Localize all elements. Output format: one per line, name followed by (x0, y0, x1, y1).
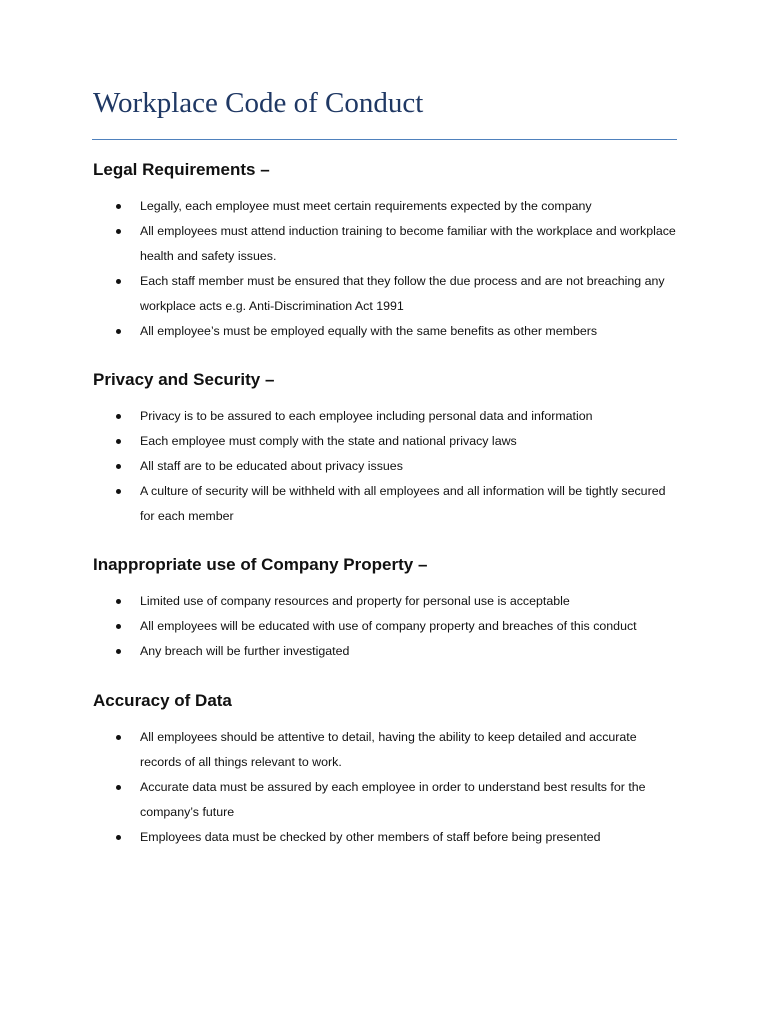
document-title: Workplace Code of Conduct (93, 87, 424, 119)
bullet-icon (116, 229, 121, 234)
list-item-text: Accurate data must be assured by each employee in order to understand best results for the company’s future (140, 780, 646, 819)
list-item (0, 319, 680, 344)
list-item (0, 219, 680, 269)
bullet-icon (116, 649, 121, 654)
bullet-icon (116, 204, 121, 209)
section-heading: Inappropriate use of Company Property – (93, 555, 428, 574)
list-item-text: Employees data must be checked by other members of staff before being presented (140, 830, 601, 844)
title-divider (92, 139, 677, 140)
list-item (0, 404, 680, 429)
list-item (0, 194, 680, 219)
bullet-icon (116, 489, 121, 494)
bullet-list (0, 589, 768, 664)
list-item (0, 429, 680, 454)
section-heading: Privacy and Security – (93, 370, 275, 389)
bullet-icon (116, 414, 121, 419)
list-item (0, 725, 680, 775)
list-item-text: All employees should be attentive to detail, having the ability to keep detailed and accurate records of all things relevant to work. (140, 730, 637, 769)
list-item-text: Any breach will be further investigated (140, 644, 350, 658)
list-item-text: All employees will be educated with use of company property and breaches of this conduct (140, 619, 637, 633)
bullet-icon (116, 464, 121, 469)
list-item-text: Each employee must comply with the state and national privacy laws (140, 434, 517, 448)
list-item (0, 269, 680, 319)
bullet-list (0, 725, 768, 850)
bullet-list (0, 194, 768, 344)
list-item-text: All employee’s must be employed equally with the same benefits as other members (140, 324, 598, 338)
bullet-icon (116, 279, 121, 284)
list-item-text: All employees must attend induction training to become familiar with the workplace and workplace health and safety issues. (140, 224, 676, 263)
section-heading: Accuracy of Data (93, 691, 232, 710)
list-item-text: Each staff member must be ensured that they follow the due process and are not breaching any workplace acts e.g. Anti-Discrimination Act 1991 (140, 274, 665, 313)
list-item (0, 825, 680, 850)
list-item-text: Legally, each employee must meet certain requirements expected by the company (140, 199, 592, 213)
list-item (0, 454, 680, 479)
list-item (0, 479, 680, 529)
bullet-icon (116, 785, 121, 790)
section-heading: Legal Requirements – (93, 160, 270, 179)
list-item (0, 775, 680, 825)
bullet-icon (116, 835, 121, 840)
bullet-icon (116, 624, 121, 629)
bullet-icon (116, 439, 121, 444)
list-item (0, 589, 680, 614)
list-item-text: A culture of security will be withheld with all employees and all information will be tightly secured for each member (140, 484, 666, 523)
list-item-text: Privacy is to be assured to each employee including personal data and information (140, 409, 593, 423)
bullet-icon (116, 735, 121, 740)
list-item-text: All staff are to be educated about privacy issues (140, 459, 403, 473)
list-item (0, 614, 680, 639)
bullet-icon (116, 329, 121, 334)
bullet-list (0, 404, 768, 529)
list-item-text: Limited use of company resources and property for personal use is acceptable (140, 594, 570, 608)
list-item (0, 639, 680, 664)
bullet-icon (116, 599, 121, 604)
